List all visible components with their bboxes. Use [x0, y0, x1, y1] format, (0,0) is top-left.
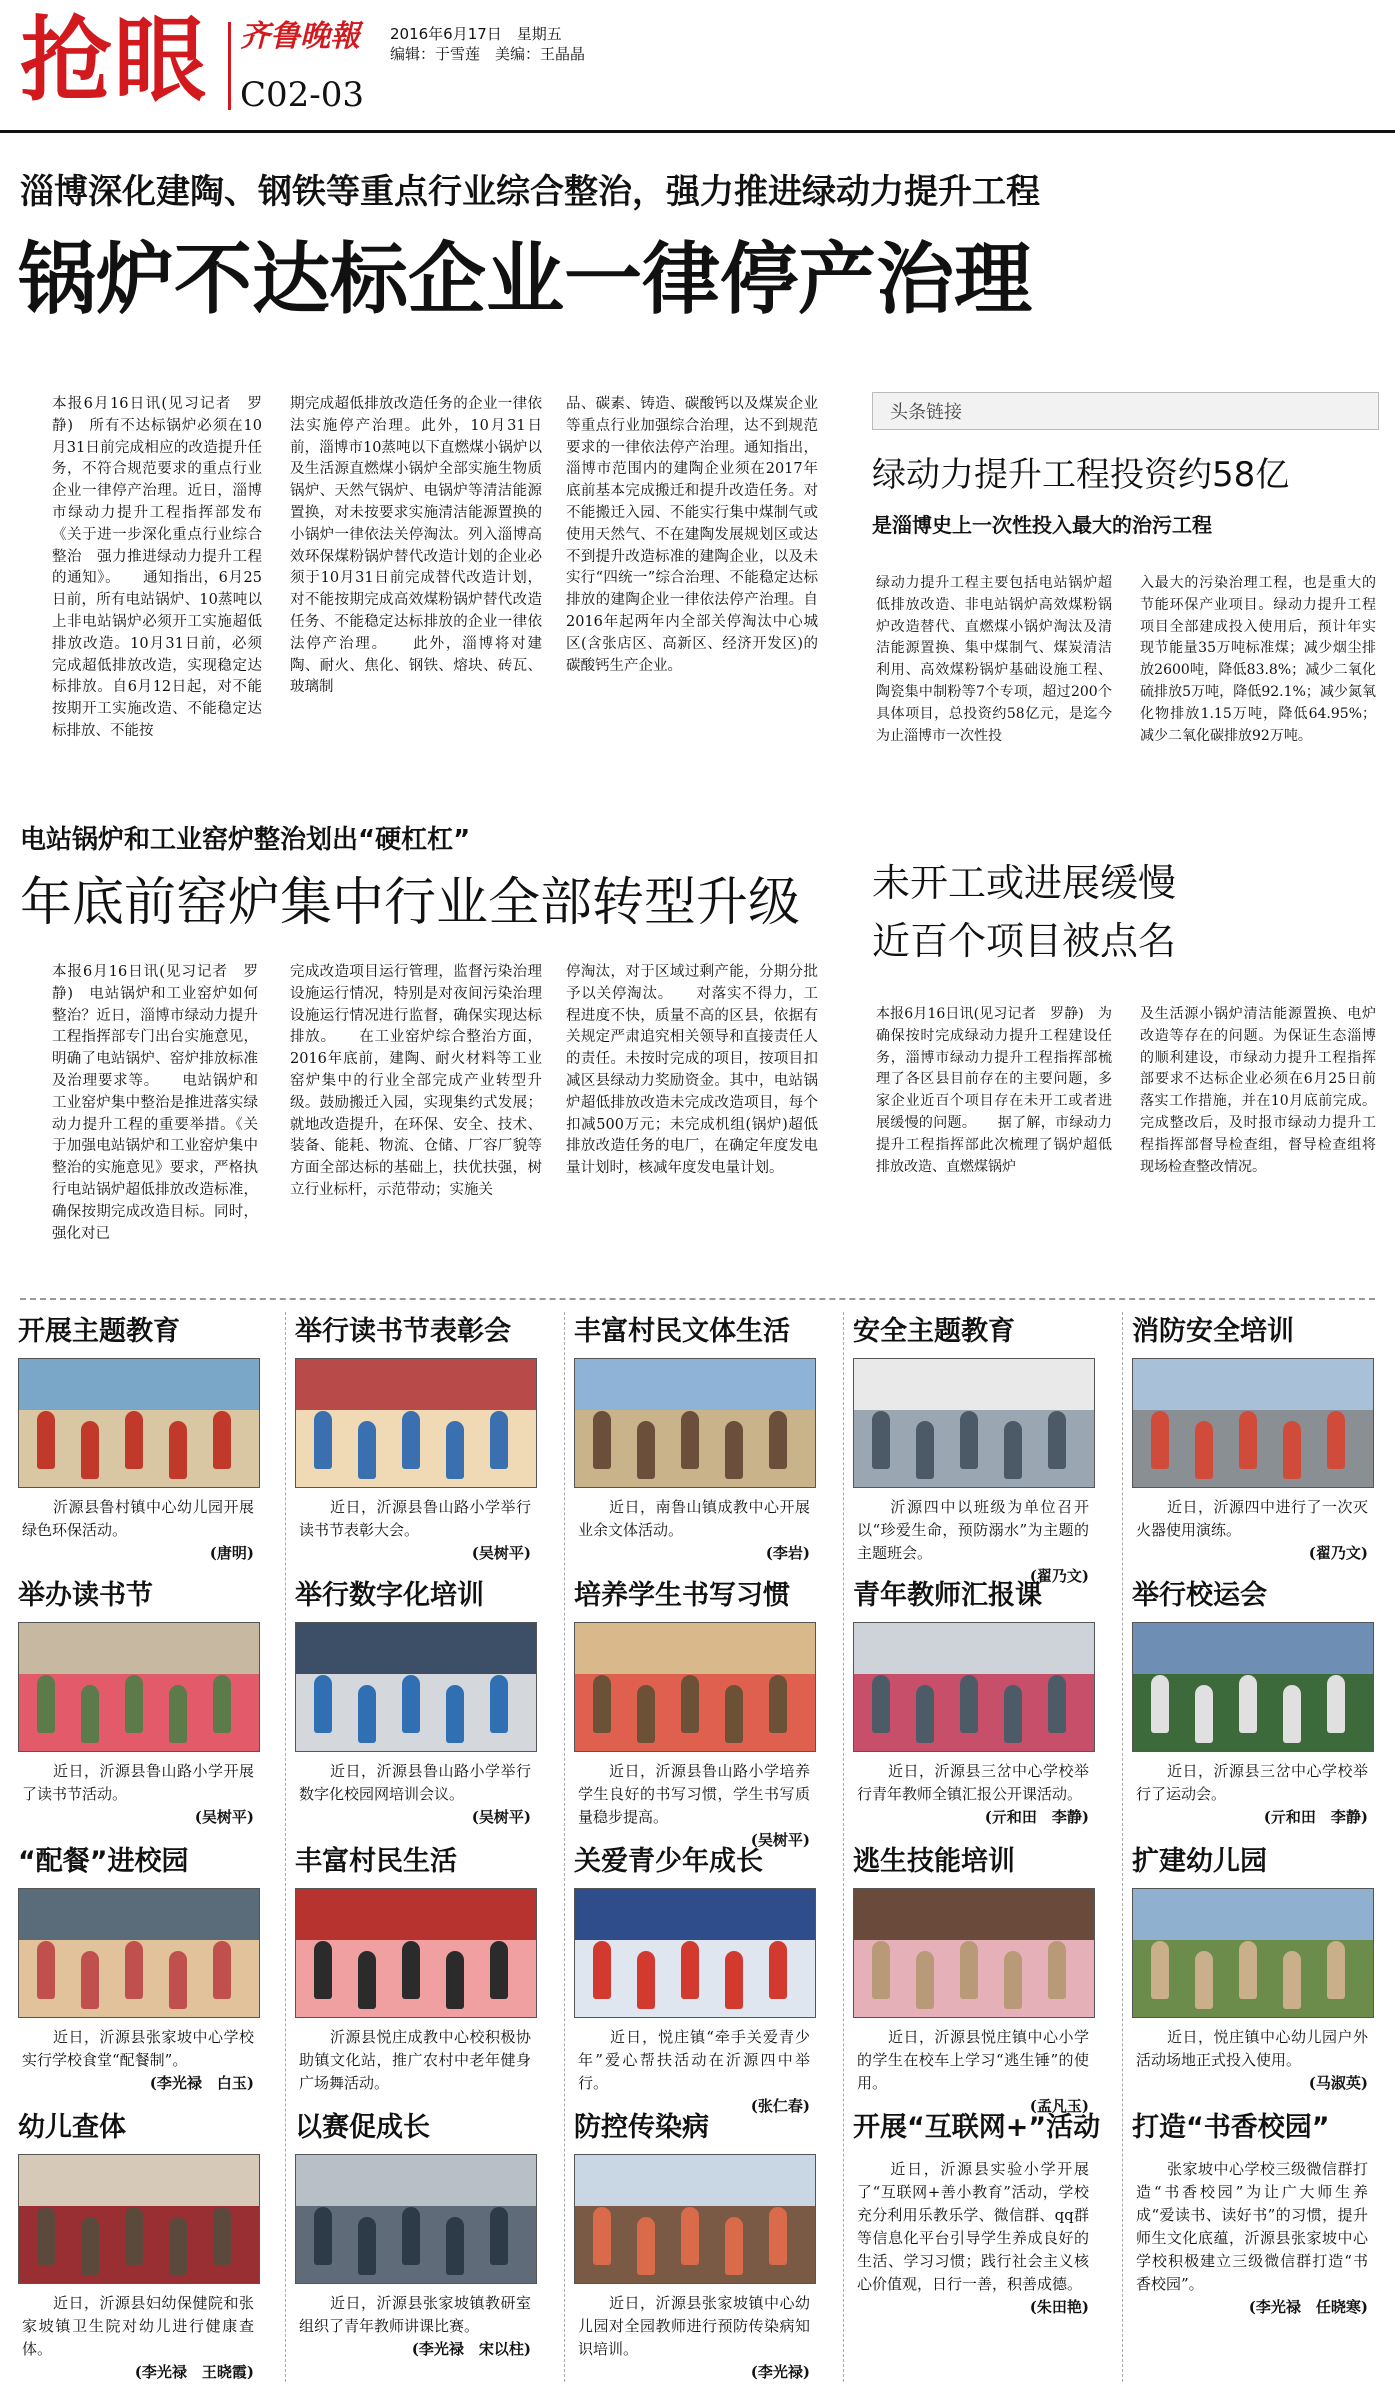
photo-figure: [769, 2207, 787, 2265]
photo-figure: [593, 1941, 611, 1999]
news-photo: [1132, 1888, 1374, 2018]
photo-credit: (亓和田 李静): [1263, 1808, 1368, 1826]
news-photo: [295, 1622, 537, 1752]
news-photo: [295, 1358, 537, 1488]
news-photo: [853, 1358, 1095, 1488]
photo-caption: [299, 2292, 531, 2361]
photo-caption: [22, 2026, 254, 2095]
photo-section-divider: [20, 1298, 1375, 1300]
news-photo: [853, 1888, 1095, 2018]
photo-figure: [358, 1951, 376, 2009]
column-separator: [843, 1312, 844, 2382]
photo-figure: [1195, 1421, 1213, 1479]
photo-figure: [1151, 1411, 1169, 1469]
photo-item-title: 举行数字化培训: [295, 1580, 484, 1611]
photo-figure: [1151, 1675, 1169, 1733]
photo-figure: [1004, 1421, 1022, 1479]
caption-text: 近日，沂源县鲁山路小学举行数字化校园网培训会议。: [299, 1762, 531, 1803]
photo-figure: [1327, 1941, 1345, 1999]
photo-item-title: 安全主题教育: [853, 1316, 1015, 1347]
news-photo: [295, 2154, 537, 2284]
photo-caption: [857, 2026, 1089, 2118]
photo-credit: (吴树平): [194, 1808, 254, 1826]
photo-figure: [314, 1411, 332, 1469]
masthead-rule: [0, 130, 1395, 133]
photo-item-title: 举行读书节表彰会: [295, 1316, 511, 1347]
photo-figure: [725, 2217, 743, 2275]
photo-figure: [81, 2217, 99, 2275]
photo-figure: [725, 1421, 743, 1479]
photo-caption: [1136, 2026, 1368, 2095]
photo-credit: (李岩): [765, 1544, 810, 1562]
caption-text: 近日，沂源县妇幼保健院和张家坡镇卫生院对幼儿进行健康查体。: [22, 2294, 254, 2358]
photo-item-title: 以赛促成长: [295, 2112, 430, 2143]
photo-item-title: 开展主题教育: [18, 1316, 180, 1347]
photo-item-title: 消防安全培训: [1132, 1316, 1294, 1347]
caption-text: 近日，沂源县三岔中心学校举行青年教师全镇汇报公开课活动。: [857, 1762, 1089, 1803]
photo-figure: [1327, 1411, 1345, 1469]
photo-caption: [1136, 1760, 1368, 1829]
photo-figure: [960, 1411, 978, 1469]
caption-text: 近日，沂源四中进行了一次灭火器使用演练。: [1136, 1498, 1368, 1539]
photo-figure: [169, 1951, 187, 2009]
photo-item-title: 丰富村民文体生活: [574, 1316, 790, 1347]
photo-figure: [446, 1951, 464, 2009]
photo-credit: (李光禄 宋以柱): [411, 2340, 531, 2358]
caption-text: 近日，悦庄镇“牵手关爱青少年”爱心帮扶活动在沂源四中举行。: [578, 2028, 810, 2092]
news-photo: [1132, 1622, 1374, 1752]
photo-figure: [960, 1941, 978, 1999]
photo-credit: (马淑英): [1308, 2074, 1368, 2092]
photo-item-title: “配餐”进校园: [18, 1846, 189, 1877]
photo-item-title: 举行校运会: [1132, 1580, 1267, 1611]
photo-caption: [857, 1760, 1089, 1829]
photo-caption: [299, 2026, 531, 2095]
photo-figure: [872, 1411, 890, 1469]
photo-caption: [578, 2026, 810, 2118]
photo-figure: [872, 1941, 890, 1999]
paper-name-logo: 齐鲁晚報: [240, 19, 360, 54]
caption-text: 沂源县悦庄成教中心校积极协助镇文化站，推广农村中老年健身广场舞活动。: [299, 2028, 531, 2092]
caption-text: 近日，沂源县鲁山路小学培养学生良好的书写习惯，学生书写质量稳步提高。: [578, 1762, 810, 1826]
photo-figure: [681, 1941, 699, 1999]
photo-figure: [446, 1685, 464, 1743]
photo-figure: [490, 2207, 508, 2265]
photo-figure: [125, 2207, 143, 2265]
photo-figure: [314, 1941, 332, 1999]
photo-item-title: 关爱青少年成长: [574, 1846, 763, 1877]
photo-figure: [125, 1411, 143, 1469]
column-separator: [1122, 1312, 1123, 2382]
news-photo: [574, 1888, 816, 2018]
masthead-divider: [228, 22, 231, 110]
news-photo: [1132, 1358, 1374, 1488]
lead-headline: 锅炉不达标企业一律停产治理: [18, 235, 1033, 325]
caption-text: 近日，沂源县鲁山路小学举行读书节表彰大会。: [299, 1498, 531, 1539]
photo-figure: [1048, 1941, 1066, 1999]
photo-caption: [299, 1496, 531, 1565]
photo-credit: (唐明): [209, 1544, 254, 1562]
photo-figure: [402, 2207, 420, 2265]
second-column-3: 停淘汰，对于区域过剩产能，分期分批予以关停淘汰。 对落实不得力，工程进度不快，质量不高的区县，依据有关规定严肃追究相关领导和直接责任人的责任。未按时完成的项目，按项目扣减区县绿动力奖励资金。其中，电站锅炉超低排放改造未完成改造项目，每个扣减500万元；未完成机组(锅炉)超低排放改造任务的电厂，在确定年度发电量计划时，核减年度发电量计划。: [566, 964, 818, 1177]
photo-credit: (孟凡玉): [1029, 2097, 1089, 2115]
photo-credit: (张仁春): [750, 2097, 810, 2115]
photo-caption: [1136, 2158, 1368, 2319]
photo-item-title: 举办读书节: [18, 1580, 153, 1611]
photo-figure: [1239, 1675, 1257, 1733]
second-column-2: 完成改造项目运行管理，监督污染治理设施运行情况，特别是对夜间污染治理设施运行情况进行监督，确保实现达标排放。 在工业窑炉综合整治方面，2016年底前，建陶、耐火材料等工业窑炉集中的行业全部完成产业转型升级。鼓励搬迁入园，实现集约式发展；就地改造提升，在环保、安全、技术、装备、能耗、物流、仓储、厂容厂貌等方面全部达标的基础上，扶优扶强，树立行业标杆，示范带动；实施关: [290, 964, 542, 1198]
column-separator: [285, 1312, 286, 2382]
photo-figure: [213, 1675, 231, 1733]
photo-figure: [402, 1941, 420, 1999]
photo-credit: (吴树平): [750, 1831, 810, 1849]
photo-figure: [402, 1675, 420, 1733]
photo-item-title: 开展“互联网+”活动: [853, 2112, 1101, 2143]
news-photo: [295, 1888, 537, 2018]
photo-figure: [1004, 1951, 1022, 2009]
photo-figure: [125, 1675, 143, 1733]
photo-caption: [857, 1496, 1089, 1588]
photo-figure: [1048, 1675, 1066, 1733]
caption-text: 近日，沂源县张家坡镇教研室组织了青年教师讲课比赛。: [299, 2294, 531, 2335]
third-headline-line1: 未开工或进展缓慢: [872, 861, 1177, 905]
photo-figure: [960, 1675, 978, 1733]
lead-column-2: 期完成超低排放改造任务的企业一律依法实施停产治理。此外，10月31日前，淄博市10蒸吨以下直燃煤小锅炉以及生活源直燃煤小锅炉全部实施生物质锅炉、天然气锅炉、电锅炉等清洁能源置换，对未按要求实施清洁能源置换的小锅炉一律依法关停淘汰。列入淄博高效环保煤粉锅炉替代改造计划的企业必须于10月31日前完成替代改造计划，对不能按期完成高效煤粉锅炉替代改造任务、不能稳定达标排放的企业一律依法停产治理。 此外，淄博将对建陶、耐火、焦化、钢铁、熔块、砖瓦、玻璃制: [290, 396, 542, 696]
photo-item-title: 青年教师汇报课: [853, 1580, 1042, 1611]
side-column-1: 绿动力提升工程主要包括电站锅炉超低排放改造、非电站锅炉高效煤粉锅炉改造替代、直燃煤小锅炉淘汰及清洁能源置换、集中煤制气、煤炭清洁利用、高效煤粉锅炉基础设施工程、陶瓷集中制粉等7个专项，超过200个具体项目，总投资约58亿元，是迄今为止淄博市一次性投: [876, 575, 1112, 744]
photo-item-title: 逃生技能培训: [853, 1846, 1015, 1877]
photo-caption: [22, 2292, 254, 2384]
photo-item-title: 防控传染病: [574, 2112, 709, 2143]
photo-figure: [213, 1411, 231, 1469]
photo-caption: [578, 1496, 810, 1565]
photo-figure: [358, 2217, 376, 2275]
photo-credit: (朱田艳): [1029, 2298, 1089, 2316]
caption-text: 沂源县鲁村镇中心幼儿园开展绿色环保活动。: [22, 1498, 254, 1539]
photo-figure: [490, 1675, 508, 1733]
side-subhead: 是淄博史上一次性投入最大的治污工程: [872, 513, 1212, 537]
photo-figure: [1048, 1411, 1066, 1469]
caption-text: 近日，沂源县张家坡中心学校实行学校食堂“配餐制”。: [22, 2028, 254, 2069]
caption-text: 近日，南鲁山镇成教中心开展业余文体活动。: [578, 1498, 810, 1539]
news-photo: [18, 1622, 260, 1752]
editors-line: 编辑：于雪莲 美编：王晶晶: [390, 45, 586, 63]
caption-text: 近日，沂源县悦庄镇中心小学的学生在校车上学习“逃生锤”的使用。: [857, 2028, 1089, 2092]
photo-figure: [1283, 1951, 1301, 2009]
caption-text: 近日，沂源县鲁山路小学开展了读书节活动。: [22, 1762, 254, 1803]
side-column-2: 入最大的污染治理工程，也是重大的节能环保产业项目。绿动力提升工程项目全部建成投入使用后，预计年实现节能量35万吨标准煤；减少烟尘排放2600吨，降低83.8%；减少二氧化硫排放5万吨，降低92.1%；减少氮氧化物排放1.15万吨，降低64.95%；减少二氧化碳排放92万吨。: [1140, 575, 1376, 744]
page-number: C02-03: [240, 75, 365, 115]
photo-figure: [169, 1685, 187, 1743]
photo-figure: [769, 1411, 787, 1469]
photo-figure: [593, 1411, 611, 1469]
photo-figure: [37, 1675, 55, 1733]
photo-credit: (李光禄 白玉): [149, 2074, 254, 2092]
photo-credit: (吴树平): [471, 1544, 531, 1562]
photo-figure: [81, 1685, 99, 1743]
lead-kicker: 淄博深化建陶、钢铁等重点行业综合整治，强力推进绿动力提升工程: [20, 172, 1040, 212]
photo-figure: [1195, 1685, 1213, 1743]
caption-text: 近日，沂源县实验小学开展了“互联网+善小教育”活动，学校充分利用乐教乐学、微信群、qq群等信息化平台引导学生养成良好的生活、学习习惯；践行社会主义核心价值观，日行一善，积善成德。: [857, 2160, 1089, 2293]
photo-figure: [37, 2207, 55, 2265]
photo-figure: [1151, 1941, 1169, 1999]
photo-figure: [37, 1411, 55, 1469]
third-column-2: 及生活源小锅炉清洁能源置换、电炉改造等存在的问题。为保证生态淄博的顺利建设，市绿动力提升工程指挥部要求不达标企业必须在6月25日前落实工作措施，并在10月底前完成。完成整改后，及时报市绿动力提升工程指挥部督导检查组，督导检查组将现场检查整改情况。: [1140, 1006, 1376, 1175]
photo-figure: [358, 1685, 376, 1743]
photo-figure: [593, 1675, 611, 1733]
photo-figure: [916, 1951, 934, 2009]
photo-figure: [872, 1675, 890, 1733]
photo-figure: [916, 1421, 934, 1479]
photo-figure: [446, 1421, 464, 1479]
photo-figure: [681, 1675, 699, 1733]
news-photo: [18, 1888, 260, 2018]
photo-figure: [490, 1941, 508, 1999]
photo-caption: [22, 1496, 254, 1565]
second-column-1: 本报6月16日讯(见习记者 罗静) 电站锅炉和工业窑炉如何整治？近日，淄博市绿动力提升工程指挥部专门出台实施意见，明确了电站锅炉、窑炉排放标准及治理要求等。 电站锅炉和工业窑炉集中整治是推进落实绿动力提升工程的重要举措。《关于加强电站锅炉和工业窑炉集中整治的实施意见》要求，严格执行电站锅炉超低排放改造标准，确保按期完成改造目标。同时，强化对已: [52, 964, 258, 1242]
photo-figure: [125, 1941, 143, 1999]
photo-credit: (翟乃文): [1308, 1544, 1368, 1562]
section-title: 抢眼: [20, 6, 209, 114]
photo-figure: [169, 2217, 187, 2275]
photo-figure: [725, 1685, 743, 1743]
photo-figure: [1327, 1675, 1345, 1733]
photo-figure: [725, 1951, 743, 2009]
photo-figure: [314, 2207, 332, 2265]
column-separator: [564, 1312, 565, 2382]
photo-figure: [446, 2217, 464, 2275]
photo-caption: [22, 1760, 254, 1829]
photo-figure: [637, 1421, 655, 1479]
photo-figure: [213, 1941, 231, 1999]
photo-item-title: 扩建幼儿园: [1132, 1846, 1267, 1877]
photo-figure: [637, 2217, 655, 2275]
photo-figure: [81, 1421, 99, 1479]
photo-credit: (翟乃文): [1029, 1567, 1089, 1585]
side-headline: 绿动力提升工程投资约58亿: [872, 455, 1290, 495]
photo-item-title: 培养学生书写习惯: [574, 1580, 790, 1611]
photo-figure: [1283, 1685, 1301, 1743]
photo-credit: (吴树平): [471, 1808, 531, 1826]
photo-caption: [857, 2158, 1089, 2319]
side-link-label: 头条链接: [890, 402, 962, 423]
photo-figure: [358, 1421, 376, 1479]
third-column-1: 本报6月16日讯(见习记者 罗静) 为确保按时完成绿动力提升工程建设任务，淄博市绿动力提升工程指挥部梳理了各区县目前存在的主要问题，多家企业近百个项目存在未开工或者进展缓慢的问题。 据了解，市绿动力提升工程指挥部此次梳理了锅炉超低排放改造、直燃煤锅炉: [876, 1006, 1112, 1175]
caption-text: 沂源四中以班级为单位召开以“珍爱生命，预防溺水”为主题的主题班会。: [857, 1498, 1089, 1562]
news-photo: [853, 1622, 1095, 1752]
photo-caption: [1136, 1496, 1368, 1565]
lead-column-3: 品、碳素、铸造、碳酸钙以及煤炭企业等重点行业加强综合治理，达不到规范要求的一律依法停产治理。通知指出，淄博市范围内的建陶企业须在2017年底前基本完成搬迁和提升改造任务。对不能搬迁入园、不能实行集中煤制气或使用天然气、不在建陶发展规划区或达不到提升改造标准的建陶企业，以及未实行“四统一”综合治理、不能稳定达标排放的建陶企业一律依法停产治理。自2016年起两年内全部关停淘汰中心城区(含张店区、高新区、经济开发区)的碳酸钙生产企业。: [566, 396, 818, 674]
photo-figure: [490, 1411, 508, 1469]
photo-credit: (亓和田 李静): [984, 1808, 1089, 1826]
news-photo: [574, 2154, 816, 2284]
photo-figure: [637, 1951, 655, 2009]
photo-figure: [402, 1411, 420, 1469]
date-line: 2016年6月17日 星期五: [390, 25, 562, 43]
photo-item-title: 幼儿查体: [18, 2112, 126, 2143]
photo-figure: [1195, 1951, 1213, 2009]
photo-figure: [593, 2207, 611, 2265]
news-photo: [574, 1358, 816, 1488]
news-photo: [18, 1358, 260, 1488]
second-kicker: 电站锅炉和工业窑炉整治划出“硬杠杠”: [20, 825, 471, 855]
photo-figure: [1239, 1941, 1257, 1999]
photo-figure: [769, 1941, 787, 1999]
caption-text: 近日，沂源县张家坡镇中心幼儿园对全园教师进行预防传染病知识培训。: [578, 2294, 810, 2358]
photo-figure: [1283, 1421, 1301, 1479]
photo-figure: [314, 1675, 332, 1733]
news-photo: [18, 2154, 260, 2284]
photo-caption: [299, 1760, 531, 1829]
lead-column-1: 本报6月16日讯(见习记者 罗静) 所有不达标锅炉必须在10月31日前完成相应的改造提升任务，不符合规范要求的重点行业企业一律停产治理。近日，淄博市绿动力提升工程指挥部发布《关于进一步深化重点行业综合整治 强力推进绿动力提升工程的通知》。 通知指出，6月25日前，所有电站锅炉、10蒸吨以上非电站锅炉必须开工实施超低排放改造。10月31日前，必须完成超低排放改造，实现稳定达标排放。自6月12日起，对不能按期开工实施改造、不能稳定达标排放、不能按: [52, 396, 262, 739]
photo-figure: [169, 1421, 187, 1479]
photo-caption: [578, 1760, 810, 1852]
photo-figure: [213, 2207, 231, 2265]
photo-item-title: 丰富村民生活: [295, 1846, 457, 1877]
photo-figure: [1004, 1685, 1022, 1743]
news-photo: [574, 1622, 816, 1752]
photo-credit: (李光禄 任晓寒): [1248, 2298, 1368, 2316]
photo-figure: [81, 1951, 99, 2009]
photo-item-title: 打造“书香校园”: [1132, 2112, 1330, 2143]
photo-figure: [769, 1675, 787, 1733]
second-headline: 年底前窑炉集中行业全部转型升级: [20, 873, 801, 933]
masthead-meta: [390, 24, 585, 64]
photo-figure: [916, 1685, 934, 1743]
caption-text: 近日，沂源县三岔中心学校举行了运动会。: [1136, 1762, 1368, 1803]
photo-figure: [637, 1685, 655, 1743]
photo-figure: [681, 2207, 699, 2265]
photo-credit: (李光禄): [750, 2363, 810, 2381]
photo-figure: [1239, 1411, 1257, 1469]
caption-text: 近日，悦庄镇中心幼儿园户外活动场地正式投入使用。: [1136, 2028, 1368, 2069]
photo-figure: [681, 1411, 699, 1469]
photo-figure: [37, 1941, 55, 1999]
caption-text: 张家坡中心学校三级微信群打造“书香校园”为让广大师生养成“爱读书、读好书”的习惯，提升师生文化底蕴，沂源县张家坡中心学校积极建立三级微信群打造“书香校园”。: [1136, 2160, 1368, 2293]
photo-credit: (李光禄 王晓霞): [134, 2363, 254, 2381]
photo-caption: [578, 2292, 810, 2384]
third-headline-line2: 近百个项目被点名: [872, 919, 1177, 963]
